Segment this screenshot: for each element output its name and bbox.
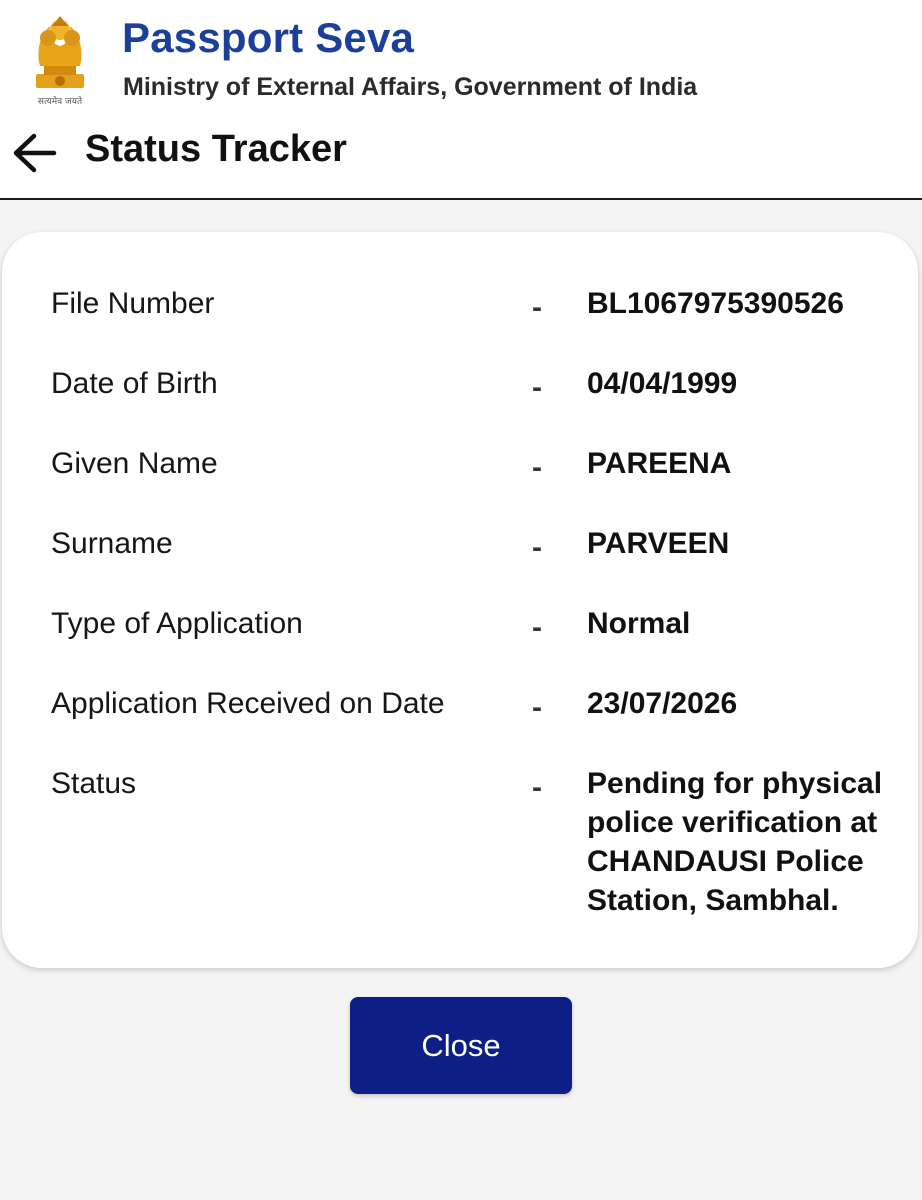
- app-title: Passport Seva: [122, 14, 415, 61]
- detail-value: Normal: [587, 607, 691, 640]
- detail-value: 04/04/1999: [587, 367, 738, 400]
- detail-separator: -: [532, 611, 542, 644]
- detail-label: Date of Birth: [51, 367, 218, 400]
- back-arrow-icon[interactable]: [10, 130, 60, 176]
- detail-label: Status: [51, 767, 137, 800]
- status-details-card: [2, 232, 918, 968]
- detail-value: PARVEEN: [587, 527, 730, 560]
- detail-label: File Number: [51, 287, 215, 320]
- detail-label: Given Name: [51, 447, 218, 480]
- detail-label: Surname: [51, 527, 173, 560]
- close-button[interactable]: Close: [350, 997, 572, 1094]
- detail-separator: -: [532, 531, 542, 564]
- detail-value: PAREENA: [587, 447, 732, 480]
- detail-separator: -: [532, 691, 542, 724]
- page-title: Status Tracker: [85, 128, 347, 170]
- detail-separator: -: [532, 291, 542, 324]
- detail-separator: -: [532, 371, 542, 404]
- app-header: [0, 0, 922, 200]
- app-subtitle: Ministry of External Affairs, Government of India: [123, 73, 698, 101]
- detail-separator: -: [532, 451, 542, 484]
- detail-value: BL1067975390526: [587, 287, 844, 320]
- detail-label: Application Received on Date: [51, 687, 445, 720]
- detail-label: Type of Application: [51, 607, 303, 640]
- detail-separator: -: [532, 771, 542, 804]
- status-value: Pending for physical police verification at CHANDAUSI Police Station, Sambhal.: [587, 767, 883, 917]
- detail-value: 23/07/2026: [587, 687, 738, 720]
- national-emblem-icon: [22, 8, 98, 108]
- svg-text:सत्यमेव जयते: सत्यमेव जयते: [37, 97, 83, 107]
